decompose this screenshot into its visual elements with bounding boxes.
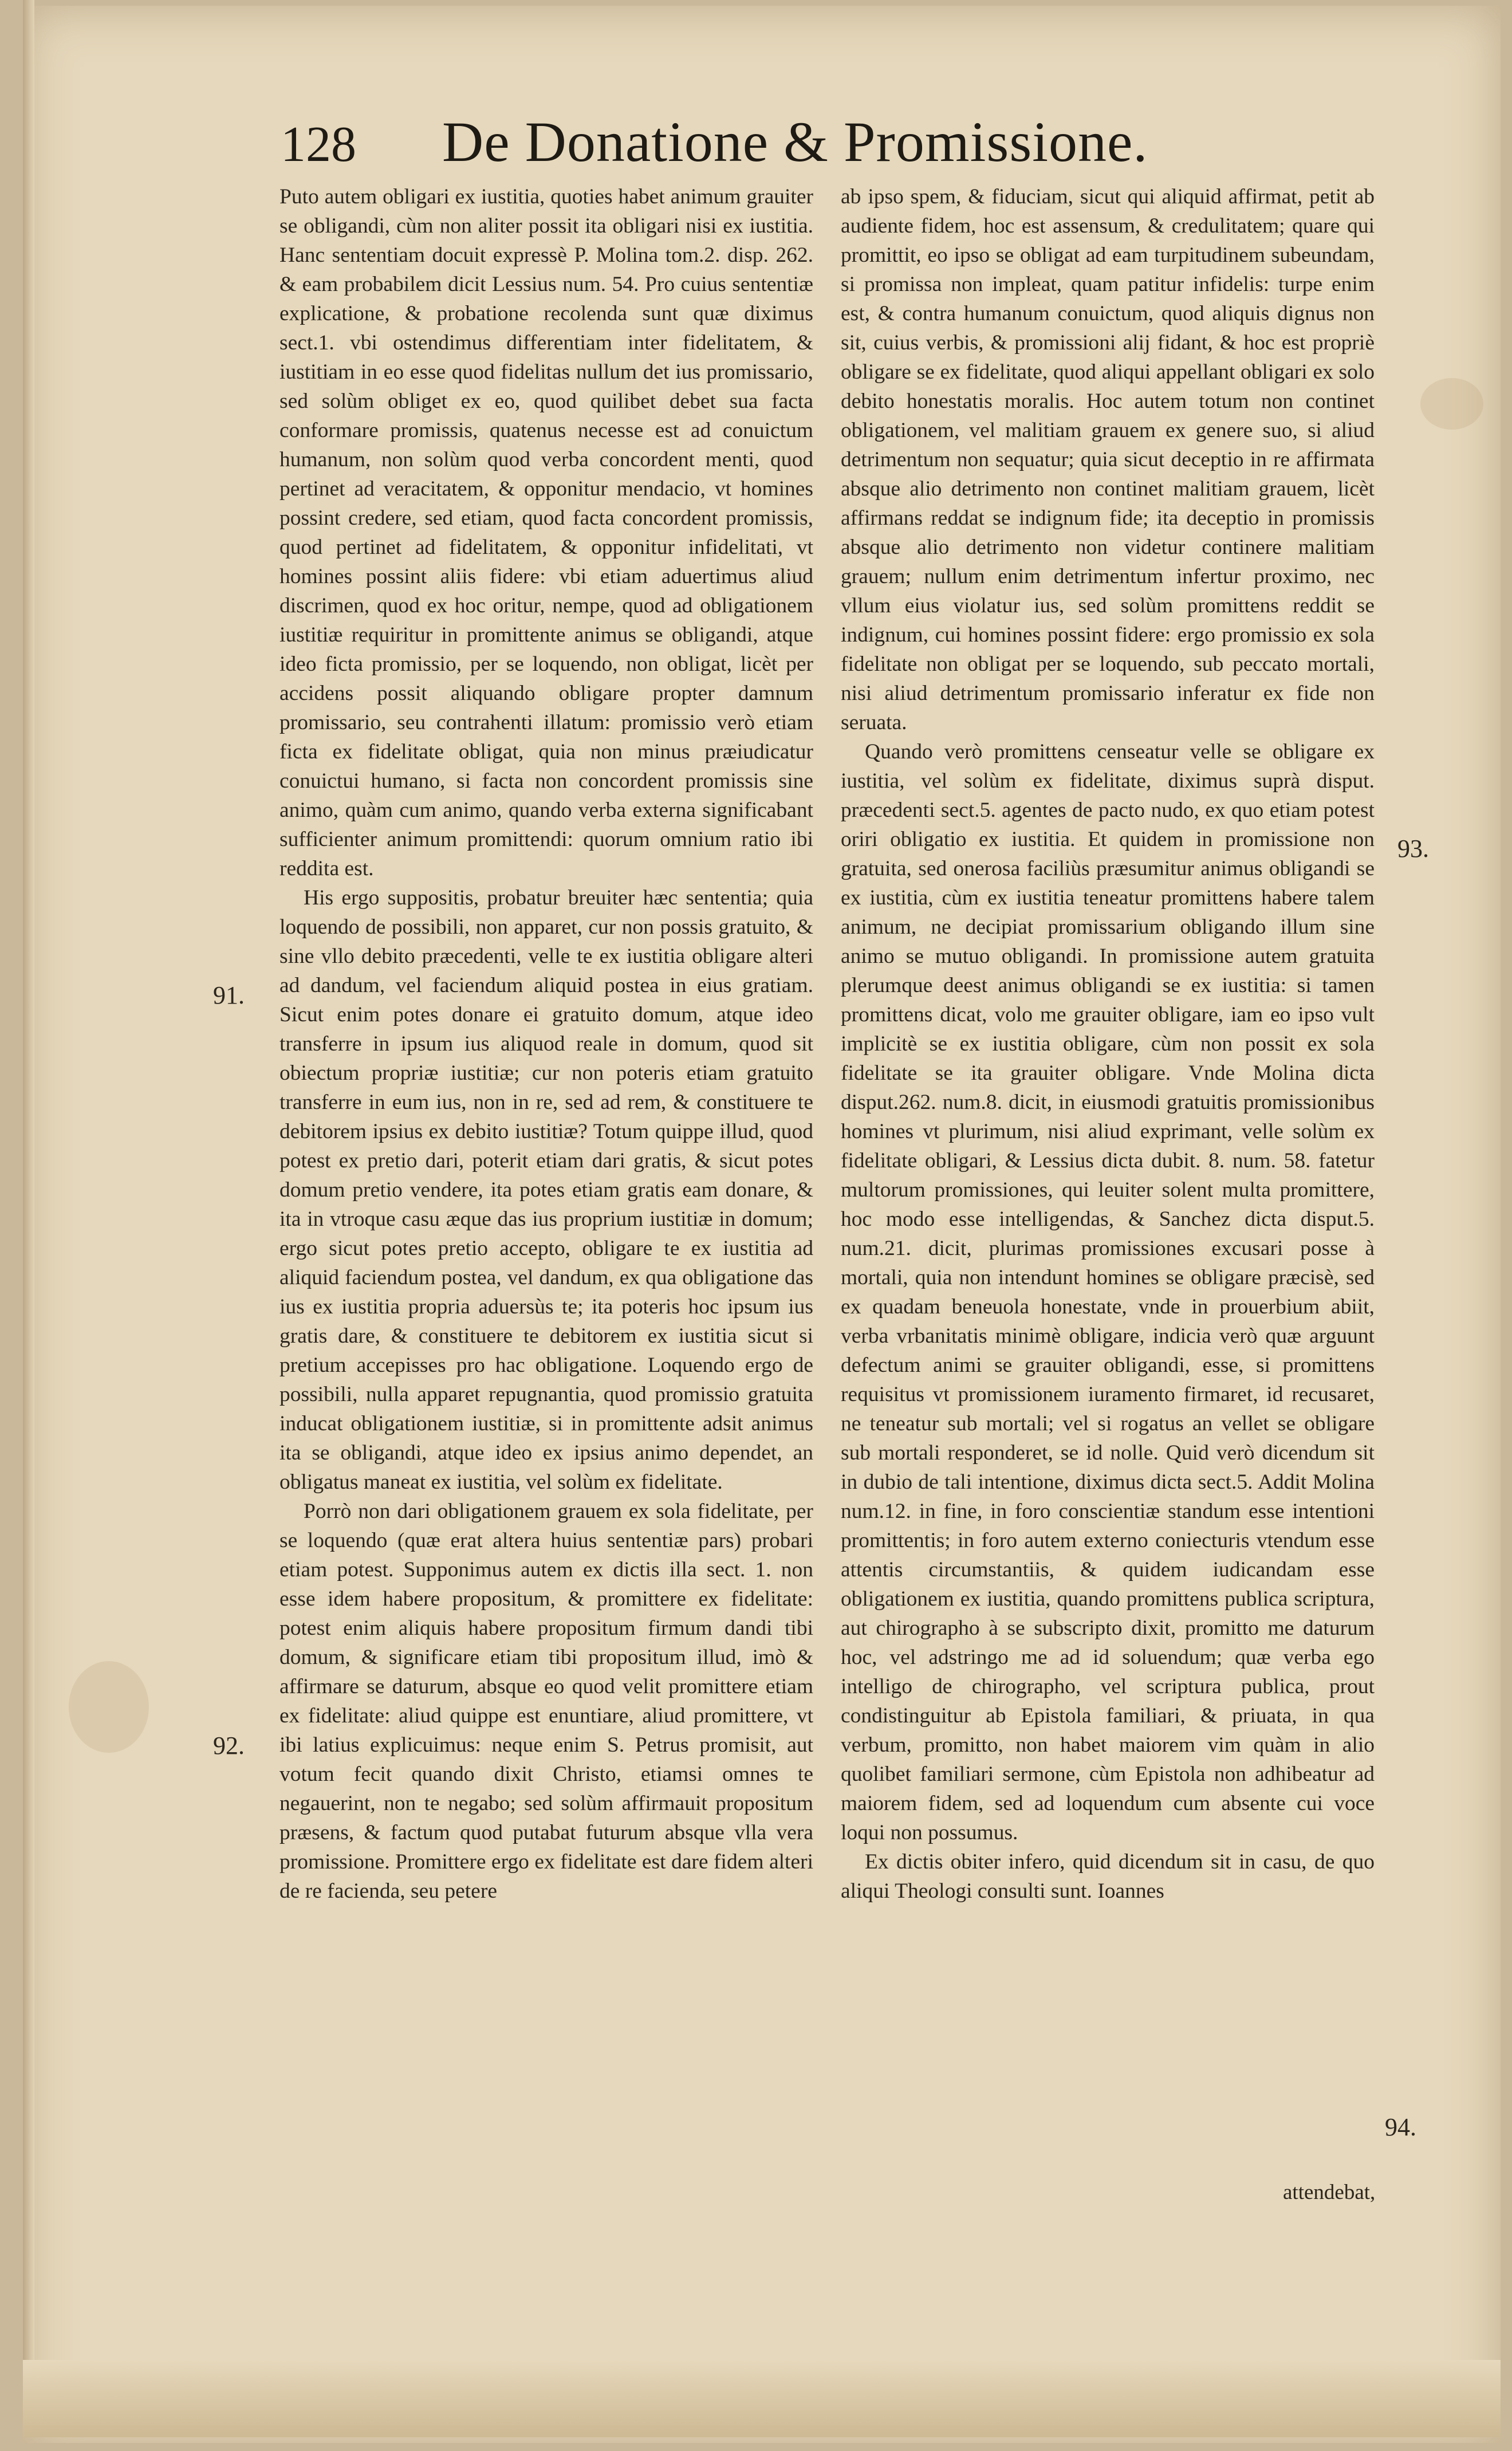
catchword: attendebat, — [1283, 2181, 1376, 2204]
paper-stain — [1420, 378, 1483, 430]
paragraph: Quando verò promittens censeatur velle se obligare ex iustitia, vel solùm ex fidelitate, diximus suprà disput. præcedenti sect.5. agentes de pacto nudo, ex quo etiam potest oriri obligatio ex iustitia. Et quidem in promissione non gratuita, sed onerosa faciliùs præsumitur animus obligandi se ex iustitia, cùm ex iustitia teneatur promittens habere talem animum, ne decipiat promissarium obligando illum sine animo se mutuo obligandi. In promissione autem gratuita plerumque deest animus obligandi se ex iustitia: si tamen promittens dicat, volo me grauiter obligare, iam eo ipso vult implicitè se ex iustitia obligare, cùm non possit ex sola fidelitate se ita grauiter obligare. Vnde Molina dicta disput.262. num.8. dicit, in eiusmodi gratuitis promissionibus homines vt plurimum, nisi aliud exprimant, velle solùm ex fidelitate obligari, & Lessius dicta dubit. 8. num. 58. fatetur multorum promissiones, qui leuiter solent multa promittere, hoc modo esse intelligendas, & Sanchez dicta disput.5. num.21. dicit, plurimas promissiones excusari posse à mortali, quia non intendunt homines se obligare præcisè, sed ex quadam beneuola honestate, vnde in prouerbium abiit, verba vrbanitatis minimè obligare, indicia verò quæ arguunt defectum animi se grauiter obligandi, esse, si promittens requisitus vt promissionem iuramento firmaret, id recusaret, ne teneatur sub mortali; vel si rogatus an vellet se obligare sub mortali responderet, se id nolle. Quid verò dicendum sit in dubio de tali intentione, diximus dicta sect.5. Addit Molina num.12. in fine, in foro conscientiæ standum esse intentioni promittentis; in foro autem externo coniecturis vtendum esse attentis circumstantiis, & quidem iudicandam esse obligationem ex iustitia, quando promittens publica scriptura, aut chirographo à se subscripto dixit, promitto me daturum hoc, vel adstringo me ad id soluendum; quæ verba ego intelligo de chirographo, vel scriptura publica, prout condistinguitur ab Epistola familiari, & priuata, in qua verbum, promitto, non habet maiorem vim quàm in alio quolibet familiari sermone, cùm Epistola non adhibeatur ad maiorem fidem, sed ad loquendum cum absente cui voce loqui non possumus. — [841, 740, 1375, 1844]
paragraph: Ex dictis obiter infero, quid dicendum sit in casu, de quo aliqui Theologi consulti sunt. Ioannes — [841, 1850, 1375, 1903]
binding-edge — [23, 0, 34, 2437]
paragraph: His ergo suppositis, probatur breuiter hæc sententia; quia loquendo de possibili, non apparet, cur non possis gratuito, & sine vllo debito præcedenti, velle te ex iustitia obligare alteri ad dandum, vel faciendum aliquid postea in eius gratiam. Sicut enim potes donare ei gratuito domum, atque ideo transferre in ipsum ius aliquod reale in domum, quod sit obiectum propriæ iustitiæ; cur non poteris etiam gratuito transferre in eum ius, non in re, sed ad rem, & constituere te debitorem ipsius ex debito iustitiæ? Totum quippe illud, quod potest ex pretio dari, poterit etiam dari gratis, & sicut potes domum pretio vendere, ita potes etiam gratis eam donare, & ita in vtroque casu æque das ius proprium iustitiæ in domum; ergo sicut potes pretio accepto, obligare te ex iustitia ad aliquid faciendum postea, vel dandum, ex qua obligatione das ius ex iustitia propria aduersùs te; ita poteris hoc ipsum ius gratis dare, & constituere te debitorem ex iustitia sicut si pretium accepisses pro hac obligatione. Loquendo ergo de possibili, nulla apparet repugnantia, quod promissio gratuita inducat obligationem iustitiæ, si in promittente adsit animus ita se obligandi, atque ideo ex ipsius animo dependet, an obligatus maneat ex iustitia, vel solùm ex fidelitate. — [279, 886, 813, 1494]
page-number: 128 — [281, 117, 356, 172]
paragraph: ab ipso spem, & fiduciam, sicut qui aliquid affirmat, petit ab audiente fidem, hoc est assensum, & credulitatem; quare qui promittit, eo ipso se obligat ad eam turpitudinem subeundam, si promissa non impleat, quam patitur infidelis: turpe enim est, & contra humanum conuictum, quod aliquis dignus non sit, cuius verbis, & promissioni alij fidant, & hoc est propriè obligare se ex fidelitate, quod aliqui appellant obligari ex solo debito honestatis moralis. Hoc autem totum non continet obligationem, vel malitiam grauem ex genere suo, si aliud detrimentum non sequatur; quia sicut deceptio in re affirmata absque alio detrimento non continet malitiam grauem, licèt affirmans reddat se indignum fide; ita deceptio in promissis absque alio detrimento non videtur continere malitiam grauem; nullum enim detrimentum infertur proximo, nec vllum eius violatur ius, sed solùm promittens reddit se indignum, cui homines possint fidere: ergo promissio ex sola fidelitate non obligat per se loquendo, sub peccato mortali, nisi aliud detrimentum promissario inferatur ex fide non seruata. — [841, 185, 1375, 734]
margin-number: 94. — [1385, 2113, 1416, 2141]
left-column — [279, 182, 813, 2204]
paper-stain — [69, 1661, 149, 1753]
margin-number: 91. — [213, 981, 245, 1009]
margin-number: 92. — [213, 1732, 245, 1760]
paragraph: Porrò non dari obligationem grauem ex sola fidelitate, per se loquendo (quæ erat altera huius sententiæ pars) probari etiam potest. Supponimus autem ex dictis illa sect. 1. non esse idem habere propositum, & promittere ex fidelitate: potest enim aliquis habere propositum firmum dandi tibi domum, & significare etiam tibi propositum illud, imò & affirmare se daturum, absque eo quod velit promittere etiam ex fidelitate: aliud quippe est enuntiare, aliud promittere, vt ibi latius explicuimus: neque enim S. Petrus promisit, aut votum fecit quando dixit Christo, etiamsi omnes te negauerint, non te negabo; sed solùm affirmauit propositum præsens, & factum quod putabat futurum absque vlla vera promissione. Promittere ergo ex fidelitate est dare fidem alteri de re facienda, seu petere — [279, 1500, 813, 1903]
page-bottom-edge — [23, 2360, 1501, 2437]
right-column — [841, 182, 1375, 2193]
page-header — [281, 109, 1243, 178]
running-head: De Donatione & Promissione. — [442, 110, 1148, 174]
paragraph: Puto autem obligari ex iustitia, quoties habet animum grauiter se obligandi, cùm non aliter possit ita obligari nisi ex iustitia. Hanc sententiam docuit expressè P. Molina tom.2. disp. 262. & eam probabilem dicit Lessius num. 54. Pro cuius sententiæ explicatione, & probatione recolenda sunt quæ diximus sect.1. vbi ostendimus differentiam inter fidelitatem, & iustitiam in eo esse quod fidelitas nullum det ius promissario, sed solùm obliget ex eo, quod quilibet debet sua facta conformare promissis, quatenus necesse est ad conuictum humanum, non solùm quod verba concordent menti, quod pertinet ad veracitatem, & opponitur mendacio, vt homines possint credere, sed etiam, quod facta concordent promissis, quod pertinet ad fidelitatem, & opponitur infidelitati, vt homines possint aliis fidere: vbi etiam aduertimus aliud discrimen, quod ex hoc oritur, nempe, quod ad obligationem iustitiæ requiritur in promittente animus se obligandi, atque ideo ficta promissio, per se loquendo, non obligat, licèt per accidens possit aliquando obligare propter damnum promissario, seu contrahenti illatum: promissio verò etiam ficta ex fidelitate obligat, quia non minus præiudicatur conuictui humano, si facta non concordent promissis sine animo, quàm cum animo, quando verba externa significabant sufficienter animum promittendi: quorum omnium ratio ibi reddita est. — [279, 185, 813, 880]
margin-number: 93. — [1397, 835, 1429, 863]
